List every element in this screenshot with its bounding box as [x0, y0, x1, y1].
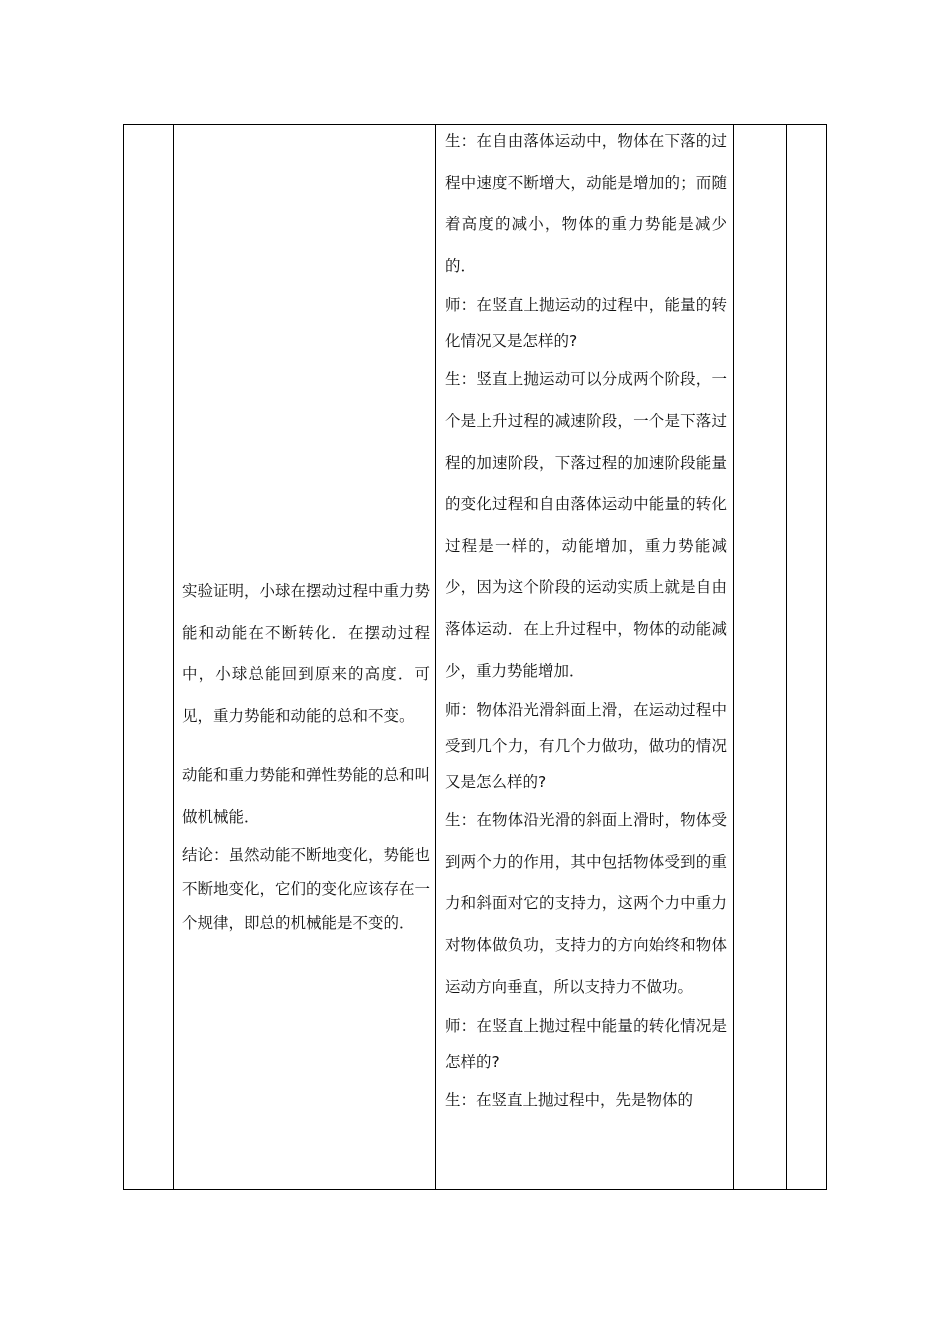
conclusion-paragraph: 结论：虽然动能不断地变化，势能也不断地变化，它们的变化应该存在一个规律，即总的机械能是不变的．: [182, 846, 431, 932]
table-column-blank-right-1: [734, 125, 787, 1189]
table-column-blank-left: [124, 125, 174, 1189]
lesson-table: [123, 124, 827, 1190]
dialog-student-1: 生：在自由落体运动中，物体在下落的过程中速度不断增大，动能是增加的；而随着高度的减小，物体的重力势能是减少的．: [445, 132, 727, 275]
table-column-dialog: [436, 125, 734, 1189]
table-column-blank-right-2: [787, 125, 826, 1189]
dialog-text-block: [445, 121, 727, 1122]
dialog-student-4: 生：在竖直上抛过程中，先是物体的: [445, 1091, 694, 1110]
paragraph-spacer: [182, 737, 430, 755]
mechanical-energy-definition: 动能和重力势能和弹性势能的总和叫做机械能．: [182, 766, 431, 826]
table-column-content: [174, 125, 436, 1189]
experiment-conclusion-paragraph: 实验证明，小球在摆动过程中重力势能和动能在不断转化．在摆动过程中，小球总能回到原来的高度．可见，重力势能和动能的总和不变。: [182, 582, 431, 725]
dialog-teacher-1: 师：在竖直上抛运动的过程中，能量的转化情况又是怎样的?: [445, 296, 727, 351]
content-text-block: [182, 571, 430, 940]
dialog-teacher-3: 师：在竖直上抛过程中能量的转化情况是怎样的?: [445, 1017, 727, 1072]
dialog-teacher-2: 师：物体沿光滑斜面上滑，在运动过程中受到几个力，有几个力做功，做功的情况又是怎么样的?: [445, 701, 727, 792]
dialog-student-3: 生：在物体沿光滑的斜面上滑时，物体受到两个力的作用，其中包括物体受到的重力和斜面对它的支持力，这两个力中重力对物体做负功，支持力的方向始终和物体运动方向垂直，所以支持力不做功。: [445, 811, 727, 996]
dialog-student-2: 生：竖直上抛运动可以分成两个阶段，一个是上升过程的减速阶段，一个是下落过程的加速阶段，下落过程的加速阶段能量的变化过程和自由落体运动中能量的转化过程是一样的，动能增加，重力势能减少，因为这个阶段的运动实质上就是自由落体运动．在上升过程中，物体的动能减少，重力势能增加．: [445, 370, 727, 680]
